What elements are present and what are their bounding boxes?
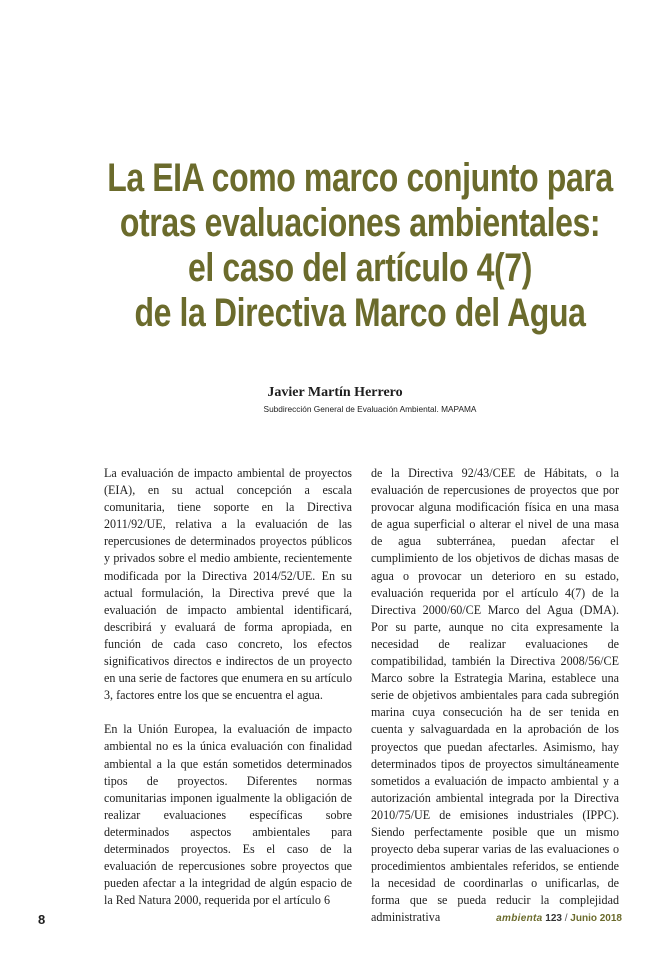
title-line-3: el caso del artículo 4(7) bbox=[188, 246, 532, 290]
author-name: Javier Martín Herrero bbox=[267, 385, 403, 400]
title-line-1: La EIA como marco conjunto para bbox=[107, 156, 613, 200]
body-column-left bbox=[104, 465, 352, 909]
title-line-2: otras evaluaciones ambientales: bbox=[119, 201, 601, 245]
page-number: 8 bbox=[38, 912, 46, 927]
author-affiliation: Subdirección General de Evaluación Ambiental. MAPAMA bbox=[263, 404, 477, 414]
issue-date: Junio 2018 bbox=[570, 913, 622, 924]
footer-separator: / bbox=[564, 913, 568, 924]
paragraph: La evaluación de impacto ambiental de proyectos (EIA), en su actual concepción a escala comunitaria, tiene soporte en la Directiva 2011/92/UE, relativa a la evaluación de las repercusiones de determinados proyectos públicos y privados sobre el medio ambiente, recientemente modificada por la Directiva 2014/52/UE. En su actual formulación, la Directiva prevé que la evaluación de impacto ambiental identificará, describirá y evaluará de forma apropiada, en función de cada caso concreto, los efectos significativos directos e indirectos de un proyecto en una serie de factores que enumera en su artículo 3, factores entre los que se encuentra el agua. bbox=[104, 466, 352, 703]
article-title bbox=[40, 156, 670, 336]
footer-masthead bbox=[496, 913, 622, 924]
paragraph: En la Unión Europea, la evaluación de impacto ambiental no es la única evaluación con finalidad ambiental a la que están sometidos determinados tipos de proyectos. Diferentes normas comunitarias imponen igualmente la obligación de realizar evaluaciones específicas sobre determinados aspectos ambientales para determinados proyectos. Es el caso de la evaluación de repercusiones sobre proyectos que pueden afectar a la integridad de algún espacio de la Red Natura 2000, requerida por el artículo 6 bbox=[104, 722, 352, 908]
paragraph: de la Directiva 92/43/CEE de Hábitats, o la evaluación de repercusiones de proyectos que por provocar alguna modificación física en una masa de agua superficial o alterar el nivel de una masa de agua subterránea, puedan afectar el cumplimiento de los objetivos de dichas masas de agua o provocar un deterioro en su estado, evaluación requerida por el artículo 4(7) de la Directiva 2000/60/CE Marco del Agua (DMA). Por su parte, aunque no cita expresamente la necesidad de realizar evaluaciones de compatibilidad, también la Directiva 2008/56/CE Marco sobre la Estrategia Marina, establece una serie de objetivos ambientales para cada subregión marina cuya consecución ha de ser tenida en cuenta y salvaguardada en la aprobación de los proyectos que puedan afectarles. Asimismo, hay determinados tipos de proyectos simultáneamente sometidos a evaluación de impacto ambiental y a autorización ambiental integrada por la Directiva 2010/75/UE de emisiones industriales (IPPC). Siendo perfectamente posible que un mismo proyecto deba superar varias de las evaluaciones o procedimientos ambientales referidos, se entiende la necesidad de coordinarlas o unificarlas, de forma que se pueda reducir la complejidad administrativa bbox=[371, 466, 619, 925]
title-line-4: de la Directiva Marco del Agua bbox=[134, 291, 586, 335]
body-column-right bbox=[371, 465, 619, 927]
issue-number: 123 bbox=[545, 913, 562, 924]
magazine-name: ambienta bbox=[496, 913, 543, 924]
